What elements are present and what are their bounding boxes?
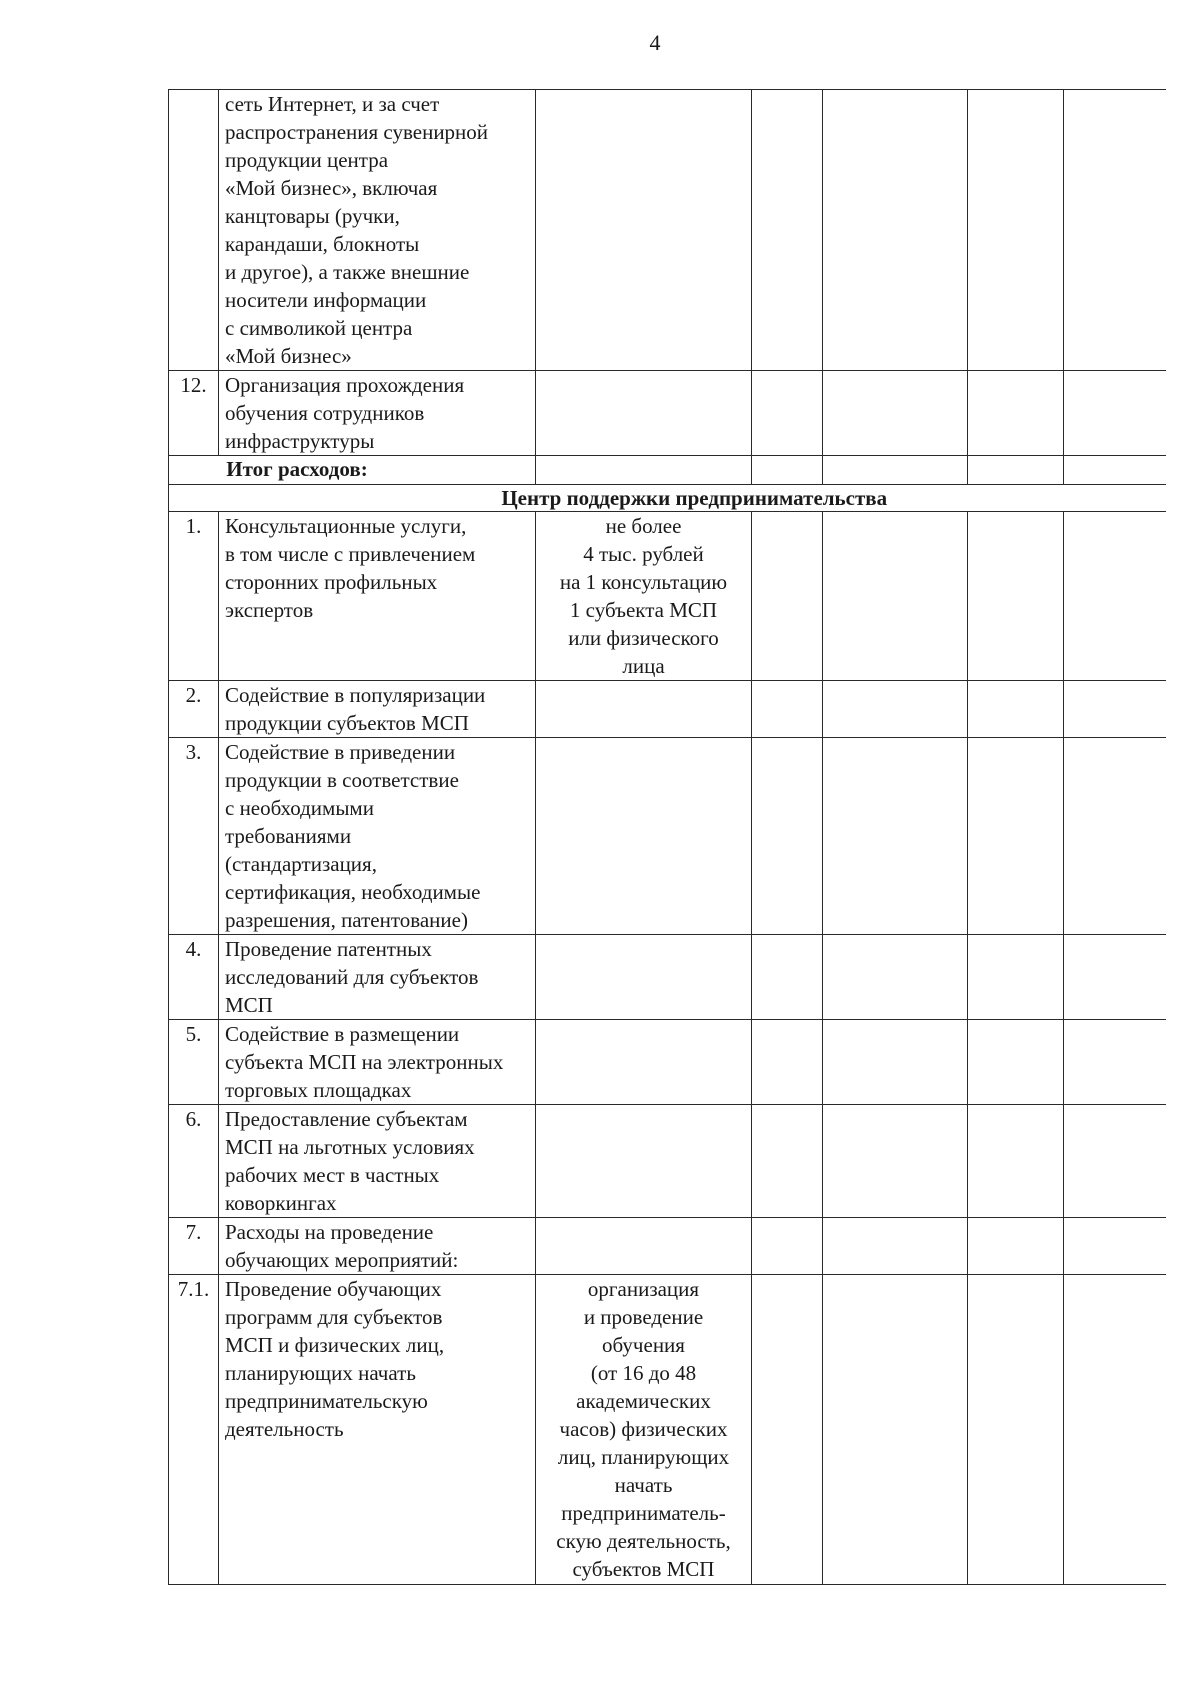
row-description: Проведение патентных исследований для субъектов МСП (219, 935, 536, 1020)
empty-cell (752, 935, 823, 1020)
row-description: Организация прохождения обучения сотрудников инфраструктуры (219, 371, 536, 456)
empty-cell (968, 1105, 1064, 1218)
empty-cell (752, 1105, 823, 1218)
empty-cell (823, 512, 968, 681)
empty-cell (752, 371, 823, 456)
table-row (169, 512, 1166, 681)
empty-cell (752, 681, 823, 738)
row-number: 4. (169, 935, 219, 1020)
empty-cell (823, 1020, 968, 1105)
empty-cell (968, 1020, 1064, 1105)
empty-cell (752, 1218, 823, 1275)
empty-cell (1064, 1020, 1166, 1105)
empty-cell (1064, 456, 1166, 485)
empty-cell (1064, 1275, 1166, 1585)
row-number: 7.1. (169, 1275, 219, 1585)
empty-cell (968, 90, 1064, 371)
row-cost-limit (536, 1020, 752, 1105)
section-header-row (169, 485, 1166, 512)
row-cost-limit (536, 935, 752, 1020)
row-cost-limit: организация и проведение обучения (от 16 до 48 академических часов) физических лиц, планирующих начать предприниматель- скую деятельность, субъектов МСП (536, 1275, 752, 1585)
table-row (169, 371, 1166, 456)
page-number: 4 (649, 30, 661, 55)
empty-cell (536, 456, 752, 485)
empty-cell (968, 456, 1064, 485)
row-number: 3. (169, 738, 219, 935)
empty-cell (752, 456, 823, 485)
empty-cell (968, 935, 1064, 1020)
row-description: Консультационные услуги, в том числе с привлечением сторонних профильных экспертов (219, 512, 536, 681)
table-row (169, 738, 1166, 935)
row-number: 6. (169, 1105, 219, 1218)
row-description: сеть Интернет, и за счет распространения сувенирной продукции центра «Мой бизнес», включая канцтовары (ручки, карандаши, блокноты и другое), а также внешние носители информации с символикой центра «Мой бизнес» (219, 90, 536, 371)
empty-cell (1064, 90, 1166, 371)
empty-cell (968, 1275, 1064, 1585)
empty-cell (968, 1218, 1064, 1275)
total-label: Итог расходов: (169, 456, 536, 485)
row-description: Предоставление субъектам МСП на льготных условиях рабочих мест в частных коворкингах (219, 1105, 536, 1218)
empty-cell (823, 1218, 968, 1275)
row-description: Расходы на проведение обучающих мероприятий: (219, 1218, 536, 1275)
row-number: 12. (169, 371, 219, 456)
row-cost-limit (536, 371, 752, 456)
row-description: Содействие в популяризации продукции субъектов МСП (219, 681, 536, 738)
empty-cell (1064, 512, 1166, 681)
empty-cell (1064, 935, 1166, 1020)
row-number: 5. (169, 1020, 219, 1105)
empty-cell (823, 935, 968, 1020)
empty-cell (823, 738, 968, 935)
empty-cell (968, 512, 1064, 681)
row-cost-limit (536, 1105, 752, 1218)
row-number: 7. (169, 1218, 219, 1275)
table-row (169, 90, 1166, 371)
row-cost-limit (536, 681, 752, 738)
row-description: Содействие в приведении продукции в соответствие с необходимыми требованиями (стандартизация, сертификация, необходимые разрешения, патентование) (219, 738, 536, 935)
table-row (169, 1218, 1166, 1275)
table-row (169, 1020, 1166, 1105)
empty-cell (823, 456, 968, 485)
table-row (169, 1275, 1166, 1585)
row-cost-limit (536, 90, 752, 371)
empty-cell (1064, 681, 1166, 738)
row-number: 1. (169, 512, 219, 681)
empty-cell (752, 738, 823, 935)
empty-cell (968, 738, 1064, 935)
empty-cell (823, 90, 968, 371)
section-title: Центр поддержки предпринимательства (169, 485, 1166, 512)
row-number: 2. (169, 681, 219, 738)
empty-cell (823, 1275, 968, 1585)
empty-cell (968, 681, 1064, 738)
empty-cell (823, 681, 968, 738)
empty-cell (752, 1275, 823, 1585)
empty-cell (752, 1020, 823, 1105)
empty-cell (752, 512, 823, 681)
empty-cell (823, 371, 968, 456)
table-row (169, 1105, 1166, 1218)
table-row (169, 935, 1166, 1020)
empty-cell (1064, 738, 1166, 935)
row-number (169, 90, 219, 371)
row-cost-limit (536, 738, 752, 935)
empty-cell (823, 1105, 968, 1218)
empty-cell (968, 371, 1064, 456)
row-description: Содействие в размещении субъекта МСП на электронных торговых площадках (219, 1020, 536, 1105)
empty-cell (1064, 1218, 1166, 1275)
table-row (169, 681, 1166, 738)
row-cost-limit (536, 1218, 752, 1275)
empty-cell (1064, 1105, 1166, 1218)
empty-cell (1064, 371, 1166, 456)
expense-table (168, 89, 1166, 1585)
empty-cell (752, 90, 823, 371)
row-description: Проведение обучающих программ для субъектов МСП и физических лиц, планирующих начать предпринимательскую деятельность (219, 1275, 536, 1585)
row-cost-limit: не более 4 тыс. рублей на 1 консультацию 1 субъекта МСП или физического лица (536, 512, 752, 681)
total-row (169, 456, 1166, 485)
